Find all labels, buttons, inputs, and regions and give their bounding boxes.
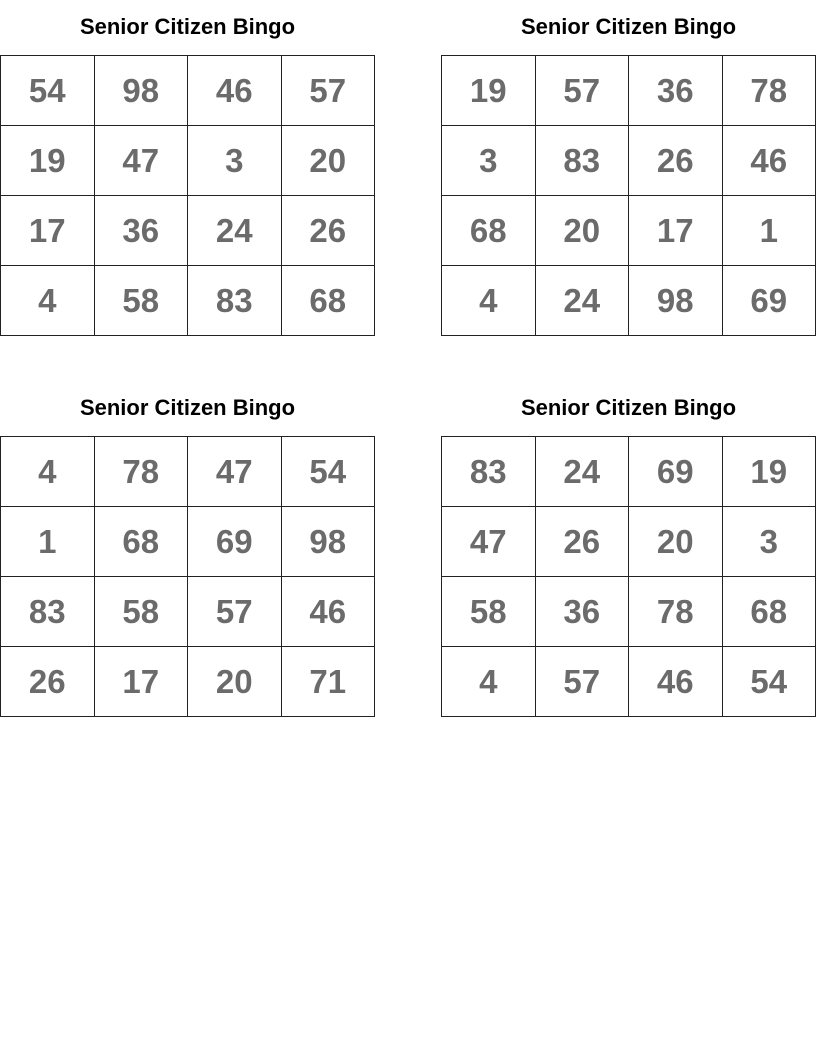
bingo-number-cell: 17 — [95, 647, 189, 717]
bingo-number-cell: 26 — [536, 507, 630, 577]
bingo-number-cell: 58 — [442, 577, 536, 647]
bingo-number-cell: 19 — [442, 56, 536, 126]
bingo-number-cell: 54 — [1, 56, 95, 126]
bingo-number-cell: 36 — [536, 577, 630, 647]
bingo-number-cell: 69 — [188, 507, 282, 577]
bingo-number-cell: 4 — [1, 266, 95, 336]
bingo-number-cell: 71 — [282, 647, 376, 717]
bingo-number-cell: 78 — [723, 56, 816, 126]
bingo-number-cell: 57 — [282, 56, 376, 126]
bingo-number-cell: 19 — [723, 437, 816, 507]
bingo-number-cell: 1 — [723, 196, 816, 266]
bingo-number-cell: 54 — [282, 437, 376, 507]
bingo-number-cell: 3 — [723, 507, 816, 577]
bingo-number-cell: 24 — [536, 266, 630, 336]
bingo-number-cell: 83 — [1, 577, 95, 647]
bingo-number-cell: 24 — [536, 437, 630, 507]
bingo-number-cell: 17 — [629, 196, 723, 266]
bingo-card — [441, 12, 816, 336]
bingo-number-cell: 98 — [629, 266, 723, 336]
bingo-number-cell: 83 — [442, 437, 536, 507]
bingo-number-cell: 78 — [629, 577, 723, 647]
bingo-number-cell: 78 — [95, 437, 189, 507]
bingo-number-cell: 47 — [95, 126, 189, 196]
bingo-number-cell: 69 — [629, 437, 723, 507]
card-title: Senior Citizen Bingo — [79, 395, 296, 420]
bingo-number-cell: 46 — [282, 577, 376, 647]
bingo-number-cell: 69 — [723, 266, 816, 336]
bingo-number-cell: 58 — [95, 266, 189, 336]
bingo-number-cell: 47 — [188, 437, 282, 507]
bingo-number-cell: 36 — [95, 196, 189, 266]
bingo-number-cell: 4 — [442, 647, 536, 717]
bingo-number-cell: 68 — [442, 196, 536, 266]
card-title: Senior Citizen Bingo — [520, 395, 737, 420]
bingo-number-cell: 19 — [1, 126, 95, 196]
bingo-number-cell: 3 — [188, 126, 282, 196]
bingo-number-cell: 98 — [282, 507, 376, 577]
bingo-card — [0, 393, 375, 717]
bingo-number-cell: 20 — [282, 126, 376, 196]
bingo-number-cell: 20 — [536, 196, 630, 266]
bingo-card — [441, 393, 816, 717]
card-title: Senior Citizen Bingo — [79, 14, 296, 39]
card-title: Senior Citizen Bingo — [520, 14, 737, 39]
bingo-number-cell: 57 — [188, 577, 282, 647]
bingo-number-cell: 24 — [188, 196, 282, 266]
bingo-number-cell: 1 — [1, 507, 95, 577]
bingo-number-cell: 47 — [442, 507, 536, 577]
bingo-number-cell: 68 — [95, 507, 189, 577]
bingo-card — [0, 12, 375, 336]
bingo-grid — [441, 55, 816, 336]
bingo-number-cell: 98 — [95, 56, 189, 126]
bingo-number-cell: 54 — [723, 647, 816, 717]
bingo-number-cell: 17 — [1, 196, 95, 266]
bingo-number-cell: 57 — [536, 647, 630, 717]
bingo-number-cell: 3 — [442, 126, 536, 196]
bingo-number-cell: 57 — [536, 56, 630, 126]
bingo-number-cell: 68 — [723, 577, 816, 647]
bingo-grid — [441, 436, 816, 717]
bingo-number-cell: 36 — [629, 56, 723, 126]
bingo-number-cell: 20 — [629, 507, 723, 577]
bingo-number-cell: 58 — [95, 577, 189, 647]
bingo-number-cell: 4 — [1, 437, 95, 507]
bingo-number-cell: 83 — [188, 266, 282, 336]
bingo-number-cell: 26 — [1, 647, 95, 717]
bingo-number-cell: 26 — [629, 126, 723, 196]
bingo-number-cell: 46 — [188, 56, 282, 126]
bingo-grid — [0, 55, 375, 336]
bingo-number-cell: 20 — [188, 647, 282, 717]
bingo-number-cell: 26 — [282, 196, 376, 266]
bingo-number-cell: 4 — [442, 266, 536, 336]
bingo-number-cell: 46 — [723, 126, 816, 196]
bingo-number-cell: 83 — [536, 126, 630, 196]
bingo-grid — [0, 436, 375, 717]
bingo-number-cell: 68 — [282, 266, 376, 336]
bingo-number-cell: 46 — [629, 647, 723, 717]
